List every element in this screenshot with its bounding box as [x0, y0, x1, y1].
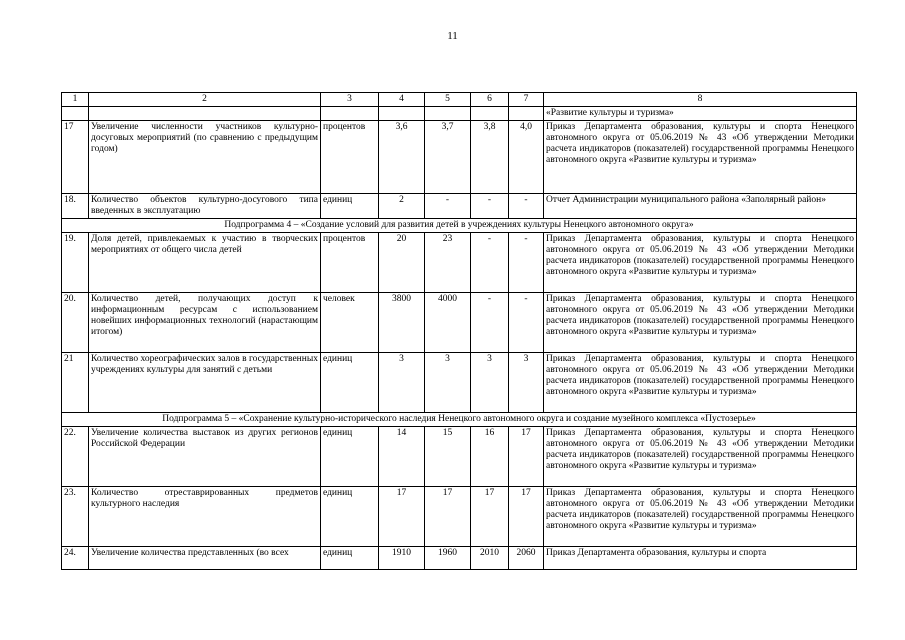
table-cell — [89, 107, 321, 121]
value-col6: 3,8 — [471, 121, 509, 194]
header-cell: 1 — [62, 93, 89, 107]
table-row — [62, 194, 857, 219]
subprogram-row — [62, 219, 857, 233]
value-col4: 14 — [379, 427, 425, 487]
row-number: 24. — [62, 547, 89, 570]
table-cell — [62, 107, 89, 121]
value-col4: 3 — [379, 353, 425, 413]
source-cell: Приказ Департамента образования, культуры и спорта — [544, 547, 857, 570]
value-col5: 1960 — [425, 547, 471, 570]
value-col6: 2010 — [471, 547, 509, 570]
value-col5: 23 — [425, 233, 471, 293]
header-cell: 6 — [471, 93, 509, 107]
row-number: 23. — [62, 487, 89, 547]
table-row — [62, 547, 857, 570]
row-number: 22. — [62, 427, 89, 487]
unit-cell: человек — [321, 293, 379, 353]
value-col7: - — [509, 194, 544, 219]
value-col6: - — [471, 233, 509, 293]
table-cell — [509, 107, 544, 121]
value-col4: 3,6 — [379, 121, 425, 194]
page-number: 11 — [447, 30, 458, 42]
row-number: 18. — [62, 194, 89, 219]
value-col5: 4000 — [425, 293, 471, 353]
value-col4: 2 — [379, 194, 425, 219]
value-col7: 17 — [509, 487, 544, 547]
unit-cell: единиц — [321, 547, 379, 570]
value-col6: - — [471, 293, 509, 353]
row-number: 20. — [62, 293, 89, 353]
value-col4: 17 — [379, 487, 425, 547]
source-cell: Приказ Департамента образования, культуры и спорта Ненецкого автономного округа от 05.06.2019 № 43 «Об утверждении Методики расчета индикаторов (показателей) государственной программы Ненецкого автономного округа «Развитие культуры и туризма» — [544, 353, 857, 413]
indicator-name: Увеличение количества выставок из других регионов Российской Федерации — [89, 427, 321, 487]
source-cell: Приказ Департамента образования, культуры и спорта Ненецкого автономного округа от 05.06.2019 № 43 «Об утверждении Методики расчета индикаторов (показателей) государственной программы Ненецкого автономного округа «Развитие культуры и туризма» — [544, 427, 857, 487]
value-col6: - — [471, 194, 509, 219]
header-cell: 2 — [89, 93, 321, 107]
value-col4: 20 — [379, 233, 425, 293]
header-cell: 5 — [425, 93, 471, 107]
carry-over-row — [62, 107, 857, 121]
value-col5: - — [425, 194, 471, 219]
row-number: 17 — [62, 121, 89, 194]
indicator-name: Увеличение количества представленных (во всех — [89, 547, 321, 570]
indicator-name: Доля детей, привлекаемых к участию в творческих мероприятиях от общего числа детей — [89, 233, 321, 293]
header-cell: 4 — [379, 93, 425, 107]
table-row — [62, 121, 857, 194]
header-cell: 8 — [544, 93, 857, 107]
subprogram-title: Подпрограмма 5 – «Сохранение культурно-исторического наследия Ненецкого автономного округа и создание музейного комплекса «Пустозерье» — [62, 413, 857, 427]
table-cell — [471, 107, 509, 121]
table-cell — [379, 107, 425, 121]
unit-cell: единиц — [321, 427, 379, 487]
subprogram-row — [62, 413, 857, 427]
row-number: 21 — [62, 353, 89, 413]
unit-cell: единиц — [321, 194, 379, 219]
header-cell: 3 — [321, 93, 379, 107]
table-row — [62, 293, 857, 353]
table-cell — [425, 107, 471, 121]
value-col6: 3 — [471, 353, 509, 413]
value-col7: 17 — [509, 427, 544, 487]
value-col7: - — [509, 233, 544, 293]
value-col7: 2060 — [509, 547, 544, 570]
table-row — [62, 487, 857, 547]
header-row — [62, 93, 857, 107]
indicator-name: Количество объектов культурно-досугового типа введенных в эксплуатацию — [89, 194, 321, 219]
indicator-name: Количество отреставрированных предметов культурного наследия — [89, 487, 321, 547]
value-col7: - — [509, 293, 544, 353]
source-cell: Приказ Департамента образования, культуры и спорта Ненецкого автономного округа от 05.06.2019 № 43 «Об утверждении Методики расчета индикаторов (показателей) государственной программы Ненецкого автономного округа «Развитие культуры и туризма» — [544, 487, 857, 547]
table-row — [62, 233, 857, 293]
indicator-name: Количество детей, получающих доступ к информационным ресурсам с использованием новейших информационных технологий (нарастающим итогом) — [89, 293, 321, 353]
table-row — [62, 353, 857, 413]
source-cell: Отчет Администрации муниципального района «Заполярный район» — [544, 194, 857, 219]
value-col5: 15 — [425, 427, 471, 487]
unit-cell: единиц — [321, 353, 379, 413]
source-cell: Приказ Департамента образования, культуры и спорта Ненецкого автономного округа от 05.06.2019 № 43 «Об утверждении Методики расчета индикаторов (показателей) государственной программы Ненецкого автономного округа «Развитие культуры и туризма» — [544, 121, 857, 194]
source-cell: Приказ Департамента образования, культуры и спорта Ненецкого автономного округа от 05.06.2019 № 43 «Об утверждении Методики расчета индикаторов (показателей) государственной программы Ненецкого автономного округа «Развитие культуры и туризма» — [544, 233, 857, 293]
unit-cell: единиц — [321, 487, 379, 547]
subprogram-title: Подпрограмма 4 – «Создание условий для развития детей в учреждениях культуры Ненецкого автономного округа» — [62, 219, 857, 233]
unit-cell: процентов — [321, 121, 379, 194]
value-col5: 3 — [425, 353, 471, 413]
value-col4: 3800 — [379, 293, 425, 353]
value-col7: 3 — [509, 353, 544, 413]
source-cell: Приказ Департамента образования, культуры и спорта Ненецкого автономного округа от 05.06.2019 № 43 «Об утверждении Методики расчета индикаторов (показателей) государственной программы Ненецкого автономного округа «Развитие культуры и туризма» — [544, 293, 857, 353]
indicator-name: Количество хореографических залов в государственных учреждениях культуры для занятий с детьми — [89, 353, 321, 413]
value-col7: 4,0 — [509, 121, 544, 194]
table-cell — [321, 107, 379, 121]
value-col5: 3,7 — [425, 121, 471, 194]
value-col6: 16 — [471, 427, 509, 487]
row-number: 19. — [62, 233, 89, 293]
value-col4: 1910 — [379, 547, 425, 570]
header-cell: 7 — [509, 93, 544, 107]
value-col6: 17 — [471, 487, 509, 547]
indicator-name: Увеличение численности участников культурно-досуговых мероприятий (по сравнению с предыдущим годом) — [89, 121, 321, 194]
indicators-table — [61, 92, 857, 570]
value-col5: 17 — [425, 487, 471, 547]
table-row — [62, 427, 857, 487]
unit-cell: процентов — [321, 233, 379, 293]
source-cell: «Развитие культуры и туризма» — [544, 107, 857, 121]
